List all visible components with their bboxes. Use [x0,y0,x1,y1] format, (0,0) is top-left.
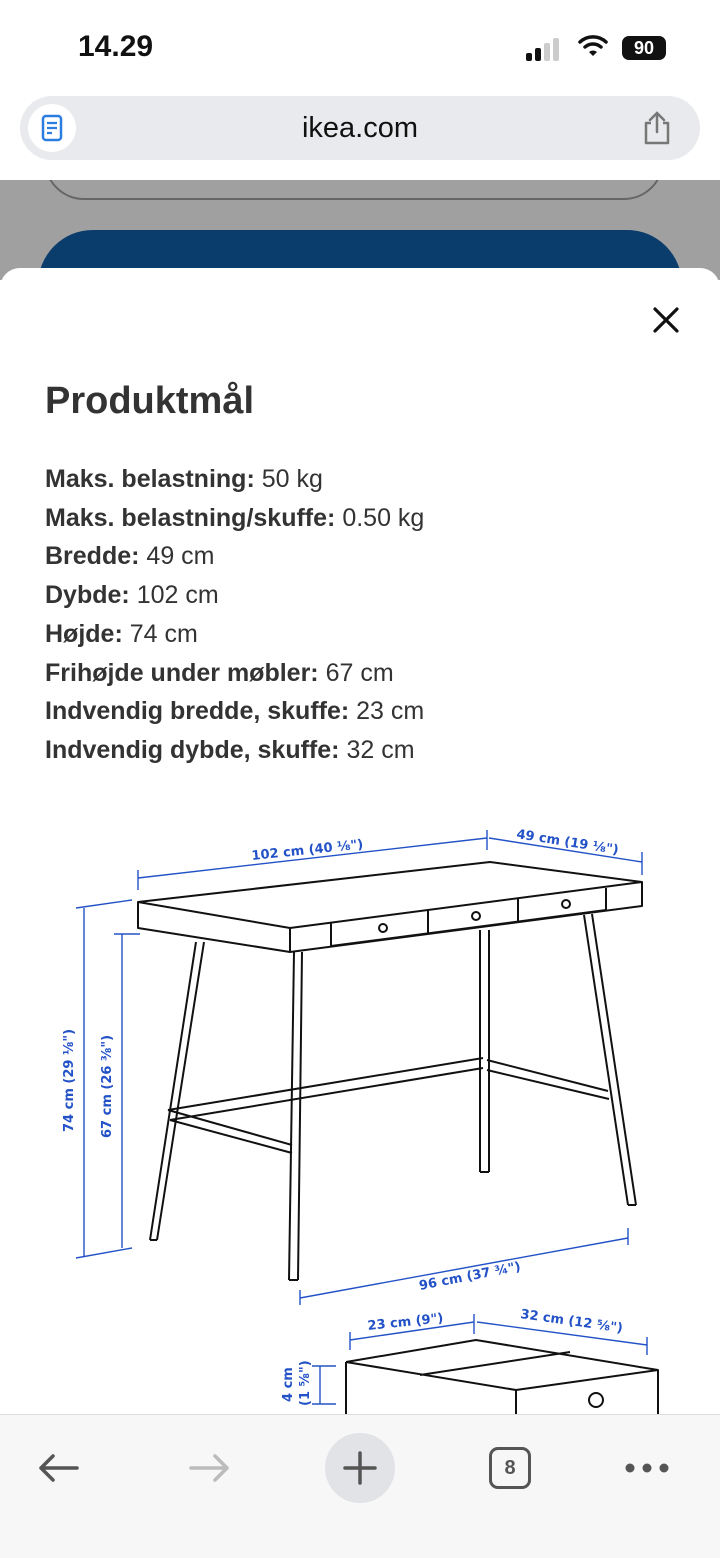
url-text[interactable]: ikea.com [301,112,419,144]
spec-label: Højde: [45,619,123,648]
share-icon[interactable] [640,110,674,146]
wifi-icon [578,34,608,58]
dim-clearance: 67 cm (26 ⅜") [100,1034,115,1138]
dim-height: 74 cm (29 ⅛") [62,1028,77,1132]
browser-toolbar [0,1414,720,1558]
product-dimensions-sheet [0,268,720,1414]
dim-length: 102 cm (40 ⅛") [250,837,364,864]
sheet-title: Produktmål [45,380,255,422]
forward-button[interactable] [174,1433,244,1503]
dim-width: 49 cm (19 ⅛") [515,827,620,859]
signal-icon [526,38,559,61]
desk-drawing [138,862,658,1414]
background-page [0,180,720,280]
tab-count-badge: 8 [489,1447,531,1489]
battery-indicator: 90 [622,36,666,60]
spec-label: Dybde: [45,581,130,610]
spec-value: 49 cm [146,542,215,571]
spec-label: Frihøjde under møbler: [45,658,319,687]
more-button[interactable] [612,1433,682,1503]
spec-label: Maks. belastning: [45,465,255,493]
arrow-left-icon [37,1453,81,1483]
spec-value: 32 cm [346,735,415,764]
spec-label: Bredde: [45,542,140,571]
spec-label: Indvendig bredde, skuffe: [45,697,350,726]
background-button [44,180,664,200]
dim-drawer-width: 23 cm (9") [366,1311,445,1334]
new-tab-button[interactable] [325,1433,395,1503]
dimension-diagram [0,268,720,1414]
spec-value: 0.50 kg [342,503,425,532]
spec-value: 50 kg [261,465,323,493]
spec-value: 102 cm [136,581,219,610]
dim-drawer-height: 4 cm [281,1367,296,1402]
spec-value: 23 cm [356,697,425,726]
spec-label: Indvendig dybde, skuffe: [45,735,340,764]
spec-value: 67 cm [325,658,394,687]
spec-value: 74 cm [129,619,198,648]
back-button[interactable] [24,1433,94,1503]
ellipsis-icon [625,1463,669,1473]
clock: 14.29 [78,30,154,63]
arrow-right-icon [187,1453,231,1483]
dim-drawer-depth: 32 cm (12 ⅝") [519,1307,624,1337]
dim-leg-span: 96 cm (37 ¾") [417,1259,522,1294]
tabs-button[interactable] [475,1433,545,1503]
plus-icon [342,1450,378,1486]
status-bar [0,0,720,90]
address-bar[interactable] [20,96,700,160]
dim-drawer-height-inch: (1 ⅝") [298,1360,313,1406]
spec-label: Maks. belastning/skuffe: [45,503,336,532]
